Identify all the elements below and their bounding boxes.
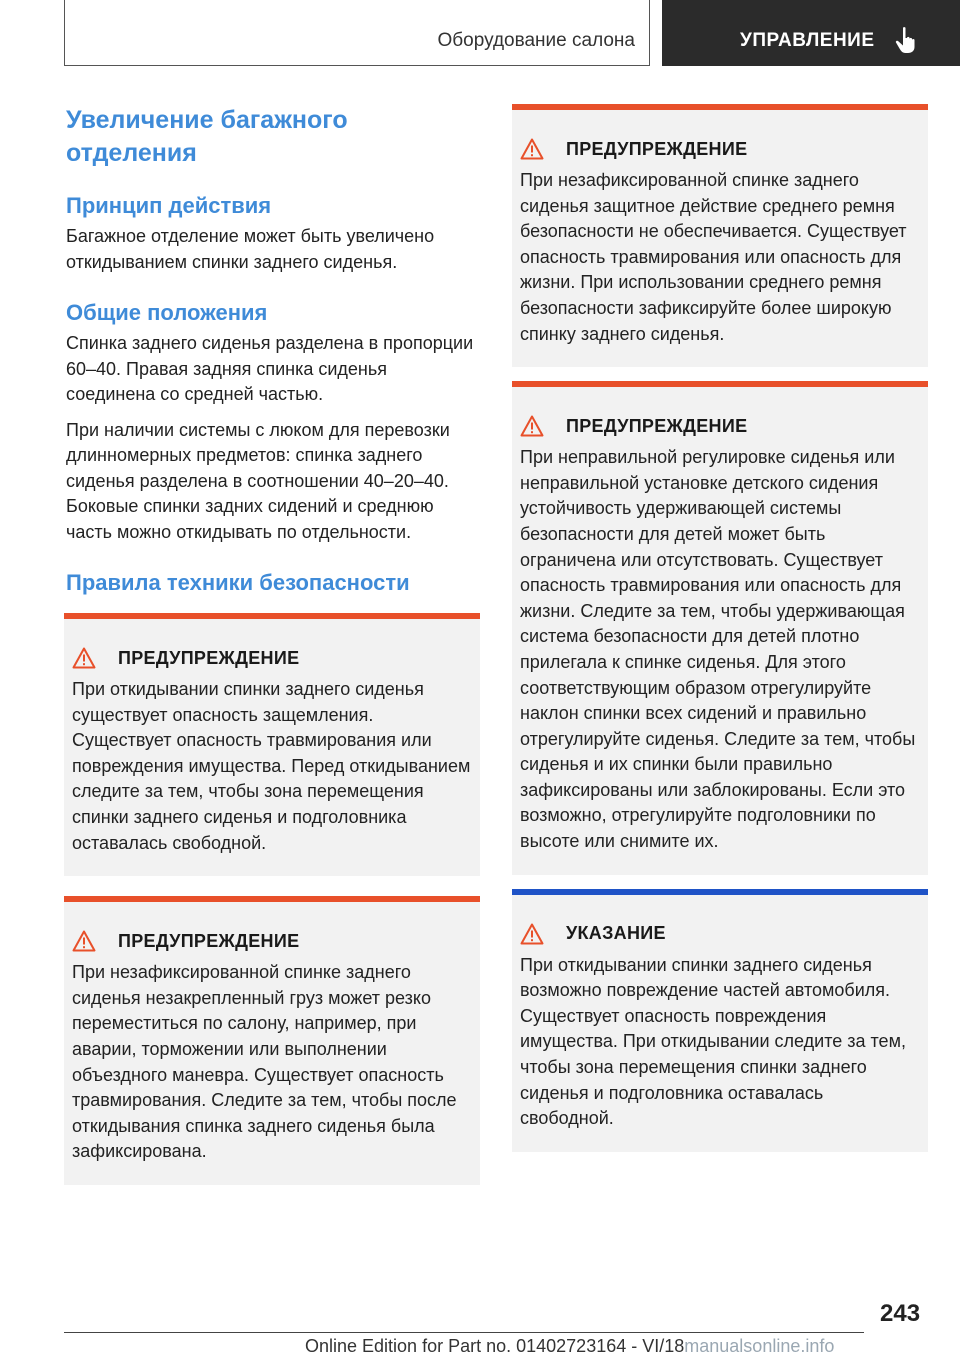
warning-triangle-icon — [520, 415, 544, 437]
note-box — [512, 889, 928, 1152]
page-number: 243 — [880, 1300, 921, 1327]
warning-box — [64, 896, 480, 1185]
pointing-hand-icon — [894, 26, 920, 54]
warning-title: ПРЕДУПРЕЖДЕНИЕ — [118, 647, 300, 668]
safety-heading: Правила техники безопасности — [66, 570, 410, 595]
warning-text: При неправильной регулировке сиденья или неправильной установке детского сидения устойчивость удерживающей системы безопасности для детей может быть ограничена или отсутствовать. Существует опасность травмирования или опасность для жизни. Следите за тем, чтобы удерживающая система безопасности для детей плотно прилегала к спинке сиденья. Для этого соответствующим образом отрегулируйте наклон спинки всех сидений и правильно отрегулируйте сиденья. Следите за тем, чтобы сиденья и их спинки были правильно зафиксированы или заблокированы. Если это возможно, отрегулируйте подголовники по высоте или снимите их. — [520, 447, 916, 852]
warning-header — [64, 924, 480, 958]
general-paragraph-2: При наличии системы с люком для перевозки длинномерных предметов: спинка заднего сиденья разделена в соотношении 40–20–40. Боковые спинки задних сидений и среднюю часть можно откидывать по отдельности. — [66, 419, 450, 542]
section-tab — [64, 0, 650, 66]
principle-heading: Принцип действия — [66, 193, 272, 218]
warning-title: ПРЕДУПРЕЖДЕНИЕ — [118, 930, 300, 951]
warning-box — [512, 104, 928, 367]
warning-text: При откидывании спинки заднего сиденья существует опасность защемления. Существует опасность травмирования или повреждения имущества. Перед откидыванием следите за тем, чтобы зона перемещения спинки заднего сиденья и подголовника оставалась свободной. — [72, 679, 471, 853]
warning-title: ПРЕДУПРЕЖДЕНИЕ — [566, 138, 748, 159]
note-title: УКАЗАНИЕ — [566, 923, 666, 944]
warning-box — [64, 613, 480, 876]
note-text: При откидывании спинки заднего сиденья возможно повреждение частей автомобиля. Существует опасность повреждения имущества. При откидывании следите за тем, чтобы зона перемещения спинки заднего сиденья и подголовника оставалась свободной. — [520, 954, 906, 1129]
warning-triangle-icon — [72, 647, 96, 669]
footer-divider — [64, 1332, 864, 1333]
footer-edition — [305, 1336, 834, 1357]
note-header — [512, 917, 928, 951]
warning-header — [512, 132, 928, 166]
page-header — [0, 0, 960, 66]
warning-title: ПРЕДУПРЕЖДЕНИЕ — [566, 415, 748, 436]
warning-header — [512, 409, 928, 443]
chapter-label: УПРАВЛЕНИЕ — [740, 30, 875, 51]
section-label: Оборудование салона — [437, 30, 635, 51]
chapter-tab — [662, 0, 960, 66]
general-paragraph-1: Спинка заднего сиденья разделена в пропорции 60–40. Правая задняя спинка сиденья соединена со средней частью. — [66, 333, 474, 404]
warning-text: При незафиксированной спинке заднего сиденья защитное действие среднего ремня безопасности не обеспечивается. Существует опасность травмирования или опасность для жизни. При использовании среднего ремня безопасности зафиксируйте более широкую спинку заднего сиденья. — [520, 170, 907, 344]
page-title: Увеличение багажного отделения — [66, 106, 348, 167]
general-heading: Общие положения — [66, 300, 268, 325]
warning-triangle-icon — [72, 930, 96, 952]
warning-header — [64, 641, 480, 675]
warning-text: При незафиксированной спинке заднего сиденья незакрепленный груз может резко переместиться по салону, например, при аварии, торможении или выполнении объездного маневра. Существует опасность травмирования. Следите за тем, чтобы после откидывания спинка заднего сиденья была зафиксирована. — [72, 962, 457, 1162]
warning-triangle-icon — [520, 923, 544, 945]
left-column — [64, 104, 480, 1185]
principle-text: Багажное отделение может быть увеличено откидыванием спинки заднего сиденья. — [66, 226, 435, 272]
watermark-text: manualsonline.info — [684, 1336, 835, 1356]
warning-box — [512, 381, 928, 875]
warning-triangle-icon — [520, 138, 544, 160]
edition-text: Online Edition for Part no. 01402723164 - VI/18 — [305, 1336, 685, 1356]
right-column — [512, 104, 928, 1152]
